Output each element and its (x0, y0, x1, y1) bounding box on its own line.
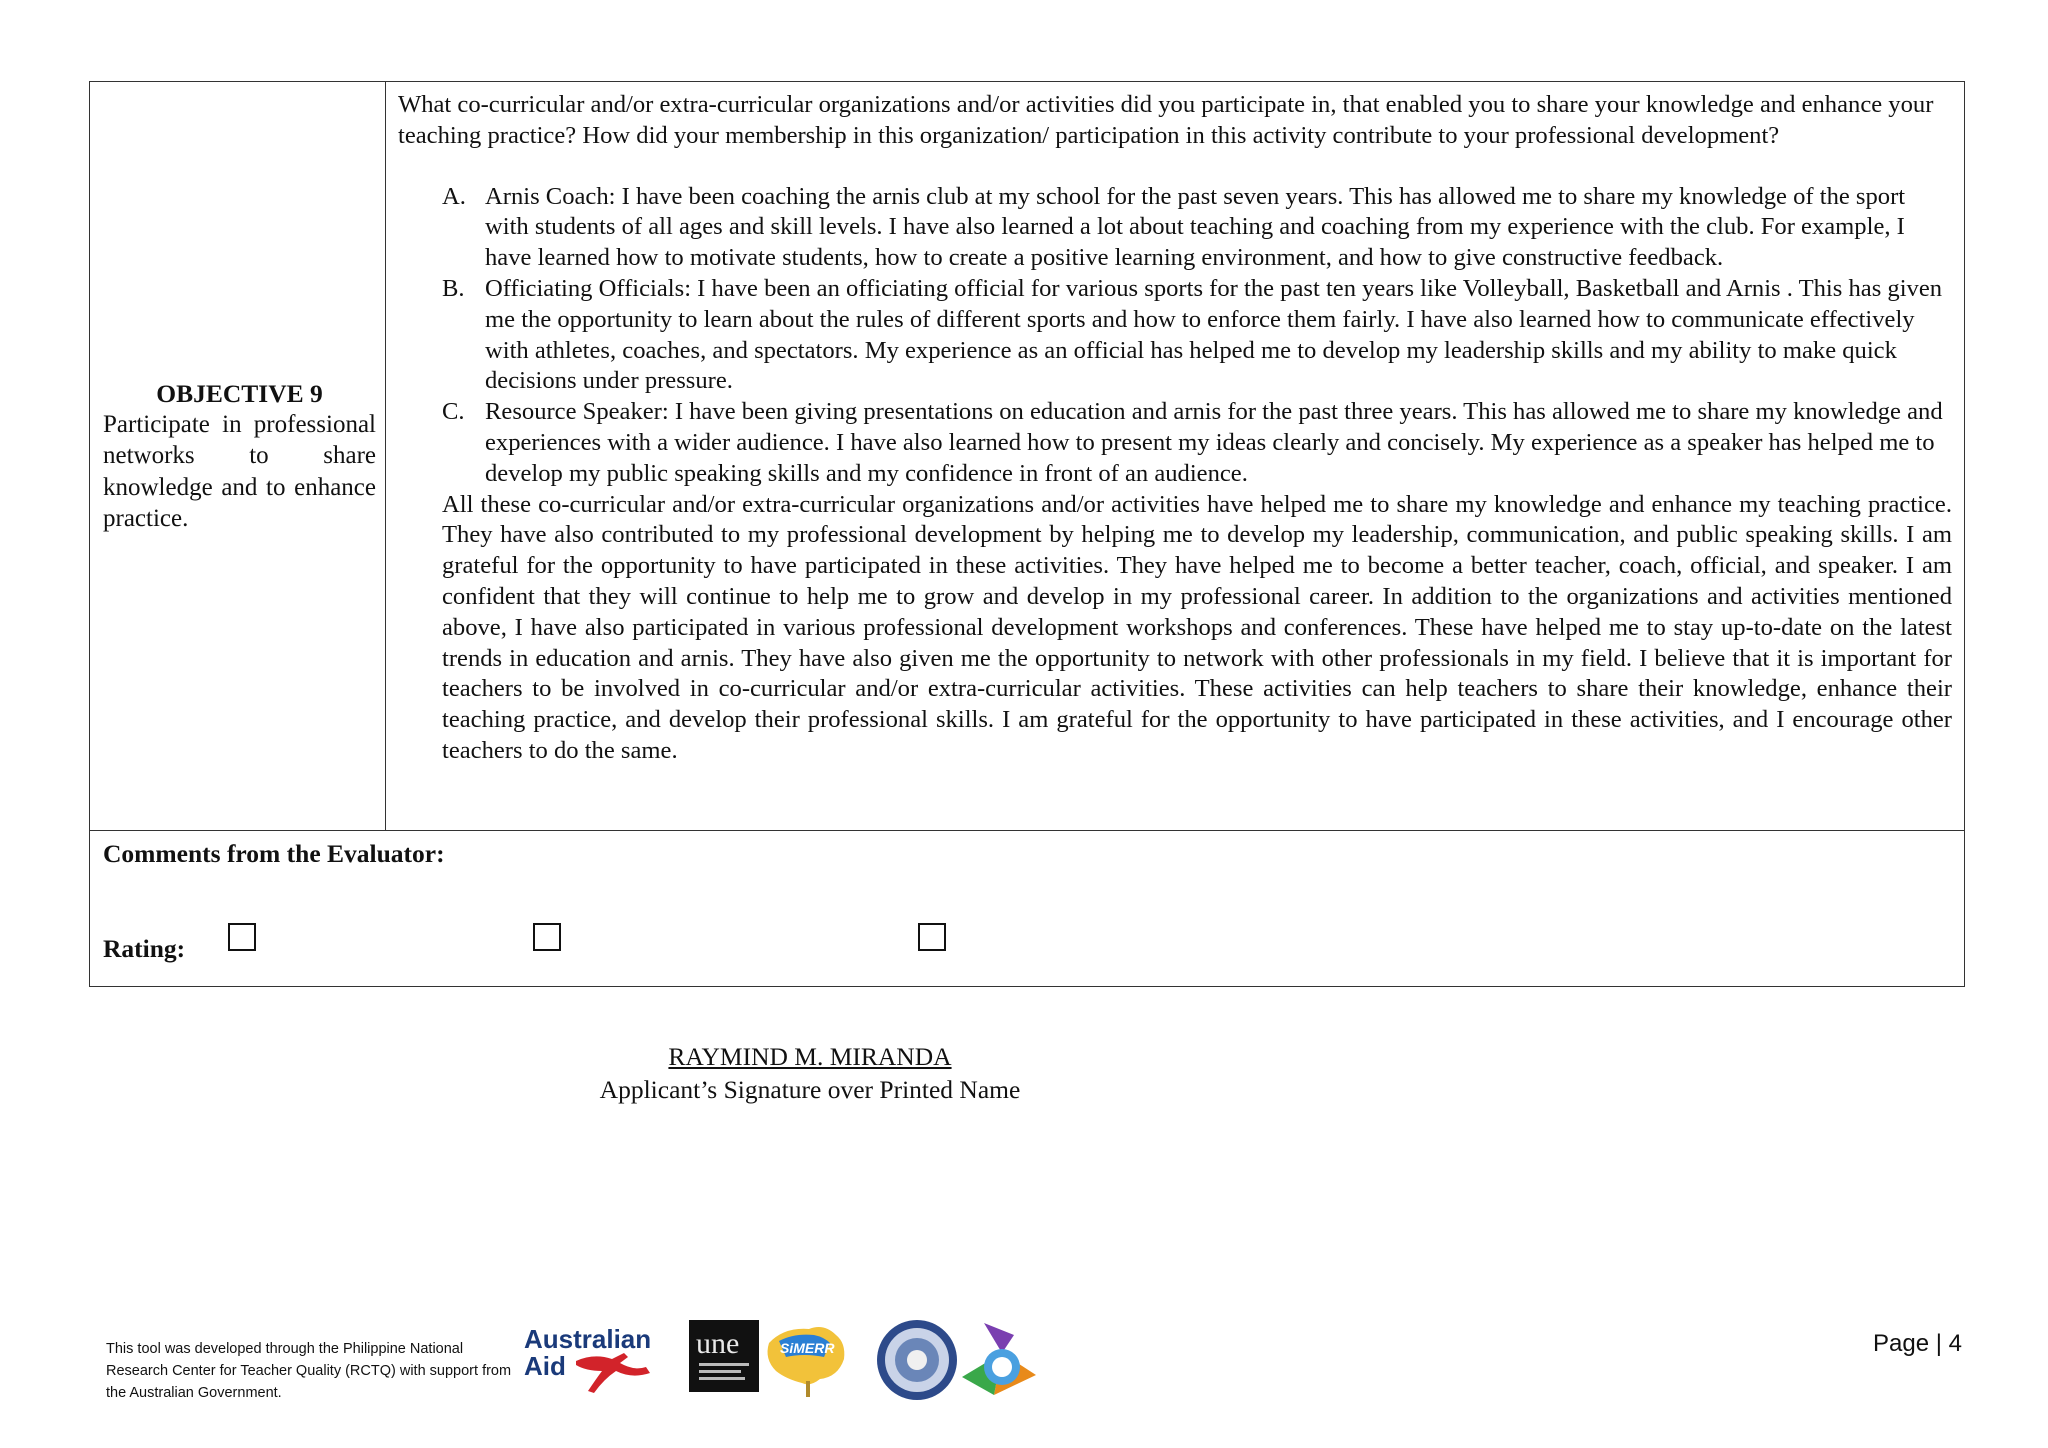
signature-caption: Applicant’s Signature over Printed Name (599, 1075, 1021, 1104)
svg-text:SiMERR: SiMERR (780, 1340, 835, 1356)
objective-title: OBJECTIVE 9 (156, 378, 323, 408)
une-logo (689, 1320, 759, 1392)
objective-description: Participate in professional networks to share knowledge and to enhance practice. (103, 410, 376, 532)
rating-checkbox-3[interactable] (918, 923, 946, 951)
evaluator-comments-label: Comments from the Evaluator: (103, 839, 445, 868)
answer-text: Officiating Officials: I have been an officiating official for various sports for the past ten years like Volleyball, Basketball and Arnis . This has given me the opportunity to learn about the rules of different sports and how to enforce them fairly. I have also learned how to communicate effectively with athletes, coaches, and spectators. My experience as an official has helped me to develop my leadership skills and my ability to make quick decisions under pressure. (485, 274, 1943, 395)
page-number: Page | 4 (1873, 1330, 1962, 1357)
rctq-logo (962, 1323, 1036, 1395)
answer-marker: A. (442, 182, 466, 210)
signature-block (555, 1040, 1065, 1106)
answer-marker: C. (442, 398, 465, 426)
objective-row (90, 82, 1964, 831)
rating-checkbox-2[interactable] (533, 923, 561, 951)
answer-text: Resource Speaker: I have been giving presentations on education and arnis for the past three years. This has allowed me to share my knowledge and experiences with a wider audience. I have also learned how to present my ideas clearly and concisely. My experience as a speaker has helped me to develop my public speaking skills and my confidence in front of an audience. (485, 398, 1943, 487)
answer-text: Arnis Coach: I have been coaching the arnis club at my school for the past seven years. This has allowed me to share my knowledge of the sport with students of all ages and skill levels. I have also learned a lot about teaching and coaching from my experience with the club. For example, I have learned how to motivate students, how to create a positive learning environment, and how to give constructive feedback. (485, 182, 1906, 272)
evaluator-row (90, 831, 1964, 986)
rating-checkbox-1[interactable] (228, 923, 256, 951)
answer-marker: B. (442, 274, 465, 302)
guide-question: What co-curricular and/or extra-curricular organizations and/or activities did you participate in, that enabled you to share your knowledge and enhance your teaching practice? How did your membership in this organization/ participation in this activity contribute to your professional development? (398, 91, 1934, 149)
svg-text:Australian: Australian (524, 1324, 652, 1354)
answer-list (398, 182, 1952, 490)
sponsor-logos (524, 1313, 1044, 1413)
svg-text:Aid: Aid (524, 1351, 566, 1381)
answer-item (442, 397, 1952, 489)
australian-aid-logo (524, 1324, 651, 1393)
footer-note: This tool was developed through the Philippine National Research Center for Teacher Quality (RCTQ) with support from the Australian Government. (106, 1341, 512, 1401)
objective-cell (90, 82, 386, 830)
response-cell (386, 82, 1964, 830)
answer-item (442, 274, 1952, 397)
conclusion-paragraph: All these co-curricular and/or extra-curricular organizations and/or activities have helped me to share my knowledge and enhance my teaching practice. They have also contributed to my professional development by helping me to develop my leadership, communication, and public speaking skills. I am grateful for the opportunity to have participated in these activities. They have helped me to become a better teacher, coach, official, and speaker. I am confident that they will continue to help me to grow and develop in my professional career. In addition to the organizations and activities mentioned above, I have also participated in various professional development workshops and conferences. These have helped me to stay up-to-date on the latest trends in education and arnis. They have also given me the opportunity to network with other professionals in my field. I believe that it is important for teachers to be involved in co-curricular and/or extra-curricular activities. These activities can help teachers to share their knowledge, enhance their teaching practice, and develop their professional skills. I am grateful for the opportunity to have participated in these activities, and I encourage other teachers to do the same. (442, 490, 1952, 764)
answer-item (442, 182, 1952, 274)
deped-seal-logo (877, 1320, 957, 1400)
objective-table (89, 81, 1965, 987)
rating-label: Rating: (103, 934, 186, 963)
simerr-logo (768, 1327, 845, 1397)
applicant-name: RAYMIND M. MIRANDA (668, 1042, 952, 1071)
svg-text:une: une (696, 1327, 740, 1360)
